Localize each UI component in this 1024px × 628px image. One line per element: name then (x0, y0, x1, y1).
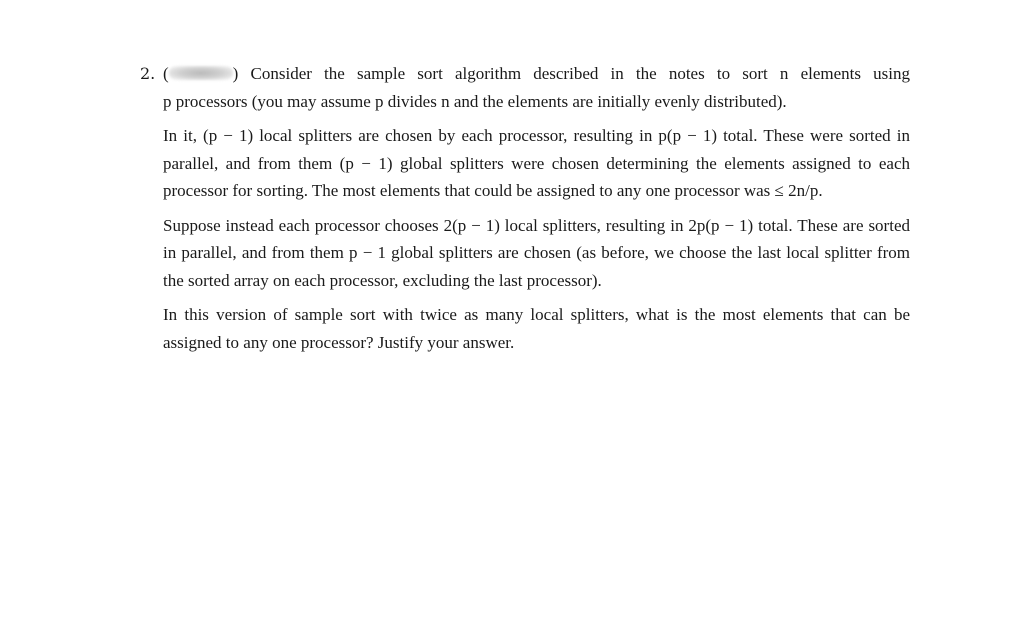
redacted-points-blur (169, 66, 233, 80)
problem-header (140, 60, 910, 88)
paragraph-modified-algorithm: Suppose instead each processor chooses 2(p − 1) local splitters, resulting in 2p(p − 1) total. These are sorted in parallel, and from them p − 1 global splitters are chosen (as before, we choose the last local splitter from the sorted array on each processor, excluding the last processor). (163, 215, 910, 290)
problem-intro-continued: p processors (you may assume p divides n and the elements are initially evenly distributed). (163, 91, 787, 111)
problem-intro-text: Consider the sample sort algorithm described in the notes to sort n elements using (250, 64, 911, 83)
paragraph-question: In this version of sample sort with twice as many local splitters, what is the most elements that can be assigned to any one processor? Justify your answer. (163, 305, 910, 352)
problem-number: 2. (140, 64, 156, 83)
points-open-paren: ( (163, 64, 169, 83)
points-close-paren: ) (232, 64, 239, 83)
paragraph-original-algorithm: In it, (p − 1) local splitters are chosen by each processor, resulting in p(p − 1) total. These were sorted in parallel, and from them (p − 1) global splitters were chosen determining the elements assigned to each processor for sorting. The most elements that could be assigned to any one processor was ≤ 2n/p. (163, 126, 910, 200)
problem-intro-line (163, 60, 910, 88)
problem-2 (140, 60, 910, 363)
